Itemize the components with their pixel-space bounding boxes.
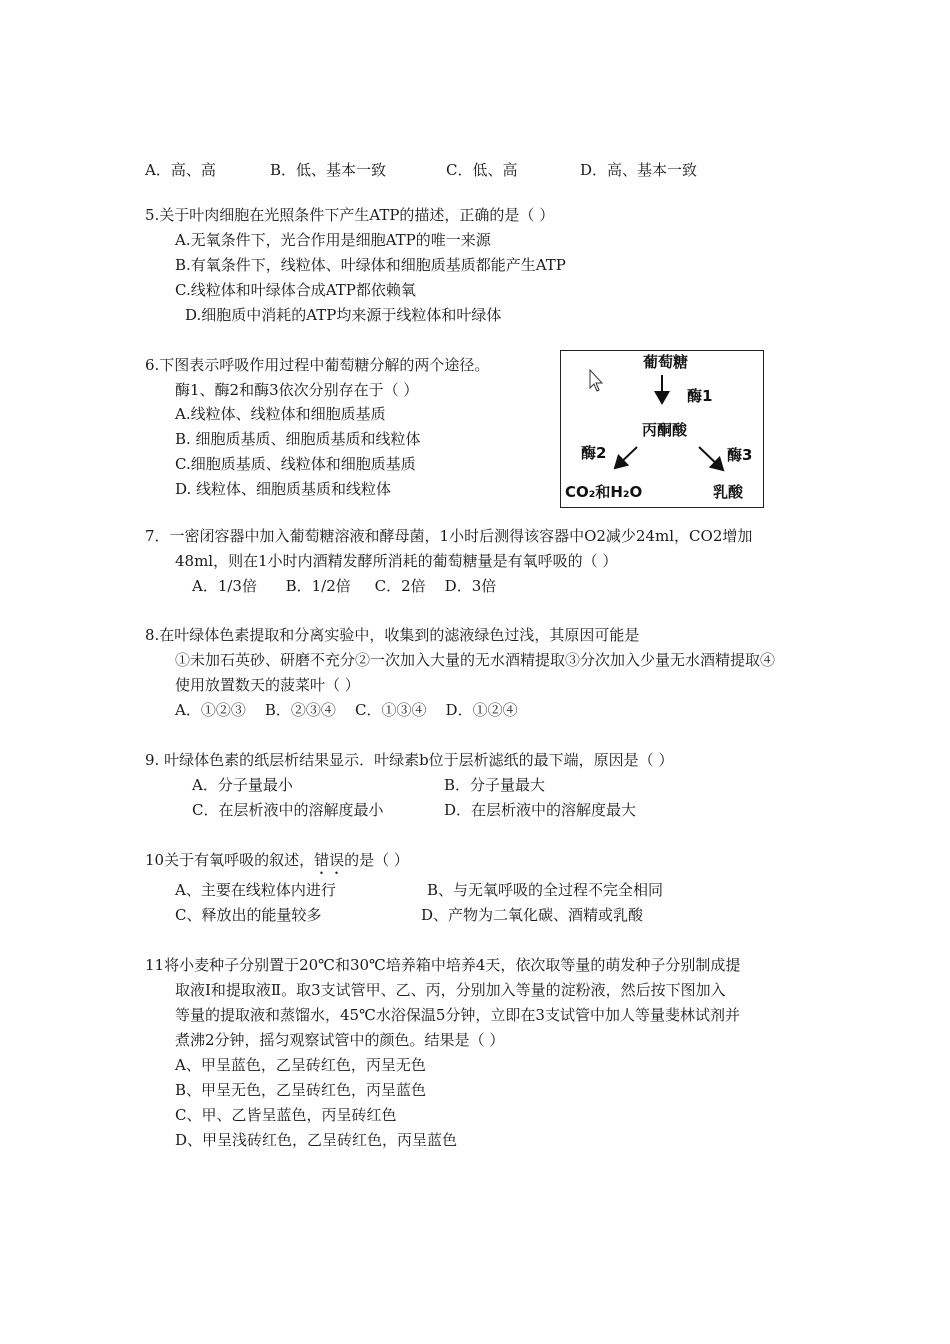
q8-stem-3: 使用放置数天的菠菜叶（ ） xyxy=(175,676,360,694)
q10-stem-emphasis: 错误 xyxy=(314,851,345,869)
q9-option-c: C．在层析液中的溶解度最小 xyxy=(192,801,384,819)
q7-stem-2: 48ml，则在1小时内酒精发酵所消耗的葡萄糖量是有氧呼吸的（ ） xyxy=(175,552,618,570)
q11-stem-2: 取液Ⅰ和提取液Ⅱ。取3支试管甲、乙、丙，分别加入等量的淀粉液，然后按下图加入 xyxy=(175,981,726,999)
q5-option-c: C.线粒体和叶绿体合成ATP都依赖氧 xyxy=(175,281,416,299)
q6-stem-2: 酶1、酶2和酶3依次分别存在于（ ） xyxy=(175,381,419,399)
q5-stem: 5.关于叶肉细胞在光照条件下产生ATP的描述，正确的是（ ） xyxy=(145,206,555,224)
q9-stem: 9. 叶绿体色素的纸层析结果显示．叶绿素b位于层析滤纸的最下端，原因是（ ） xyxy=(145,751,674,769)
q8-options: A．①②③ B．②③④ C．①③④ D．①②④ xyxy=(175,701,518,719)
q11-option-b: B、甲呈无色，乙呈砖红色，丙呈蓝色 xyxy=(175,1081,427,1099)
q6-stem-1: 6.下图表示呼吸作用过程中葡萄糖分解的两个途径。 xyxy=(145,356,490,374)
q11-stem-1: 11将小麦种子分别置于20℃和30℃培养箱中培养4天，依次取等量的萌发种子分别制成提 xyxy=(145,956,741,974)
q9-option-b: B．分子量最大 xyxy=(444,776,546,794)
q11-option-d: D、甲呈浅砖红色，乙呈砖红色，丙呈蓝色 xyxy=(175,1131,458,1149)
pyruvate-label: 丙酮酸 xyxy=(642,421,688,439)
q9-option-d: D．在层析液中的溶解度最大 xyxy=(444,801,637,819)
co2-water-label: CO₂和H₂O xyxy=(565,483,643,501)
q6-option-b: B. 细胞质基质、细胞质基质和线粒体 xyxy=(175,430,421,448)
glucose-label: 葡萄糖 xyxy=(643,353,689,371)
q11-option-c: C、甲、乙皆呈蓝色，丙呈砖红色 xyxy=(175,1106,397,1124)
q10-option-c: C、释放出的能量较多 xyxy=(175,906,322,924)
q5-option-d: D.细胞质中消耗的ATP均来源于线粒体和叶绿体 xyxy=(185,306,502,324)
q6-option-d: D. 线粒体、细胞质基质和线粒体 xyxy=(175,480,392,498)
q7-options: A．1/3倍 B．1/2倍 C．2倍 D．3倍 xyxy=(192,577,497,595)
q4-option-b: B．低、基本一致 xyxy=(270,161,387,179)
q11-stem-3: 等量的提取液和蒸馏水，45℃水浴保温5分钟，立即在3支试管中加人等量斐林试剂并 xyxy=(175,1006,740,1024)
q4-option-c: C．低、高 xyxy=(446,161,518,179)
q10-option-d: D、产物为二氧化碳、酒精或乳酸 xyxy=(421,906,644,924)
enzyme2-label: 酶2 xyxy=(581,444,607,462)
q8-stem: 8.在叶绿体色素提取和分离实验中，收集到的滤液绿色过浅，其原因可能是 xyxy=(145,626,640,644)
q5-option-b: B.有氧条件下，线粒体、叶绿体和细胞质基质都能产生ATP xyxy=(175,256,566,274)
q11-stem-4: 煮沸2分钟，摇匀观察试管中的颜色。结果是（ ） xyxy=(175,1031,505,1049)
q10-stem-post: 的是（ ） xyxy=(344,851,409,869)
q10-stem-pre: 10关于有氧呼吸的叙述， xyxy=(145,851,315,869)
q6-option-a: A.线粒体、线粒体和细胞质基质 xyxy=(175,405,386,423)
q8-stem-2: ①未加石英砂、研磨不充分②一次加入大量的无水酒精提取③分次加入少量无水酒精提取④ xyxy=(175,651,776,669)
respiration-pathway-figure xyxy=(560,350,764,508)
q10-stem xyxy=(145,850,409,878)
arrow-pyruvate-to-co2 xyxy=(615,447,637,468)
q5-option-a: A.无氧条件下，光合作用是细胞ATP的唯一来源 xyxy=(175,231,491,249)
q4-option-d: D．高、基本一致 xyxy=(580,161,698,179)
mouse-cursor-icon xyxy=(590,370,602,391)
arrow-pyruvate-to-lactate xyxy=(699,447,723,470)
lactate-label: 乳酸 xyxy=(713,483,744,501)
q9-option-a: A．分子量最小 xyxy=(192,776,293,794)
enzyme3-label: 酶3 xyxy=(727,446,753,464)
q7-stem-1: 7．一密闭容器中加入葡萄糖溶液和酵母菌，1小时后测得该容器中O2减少24ml，CO2增加 xyxy=(145,527,753,545)
q10-option-a: A、主要在线粒体内进行 xyxy=(175,881,336,899)
q4-option-a: A．高、高 xyxy=(145,161,216,179)
q10-option-b: B、与无氧呼吸的全过程不完全相同 xyxy=(427,881,664,899)
q6-option-c: C.细胞质基质、线粒体和细胞质基质 xyxy=(175,455,416,473)
q11-option-a: A、甲呈蓝色，乙呈砖红色，丙呈无色 xyxy=(175,1056,426,1074)
enzyme1-label: 酶1 xyxy=(687,387,713,405)
